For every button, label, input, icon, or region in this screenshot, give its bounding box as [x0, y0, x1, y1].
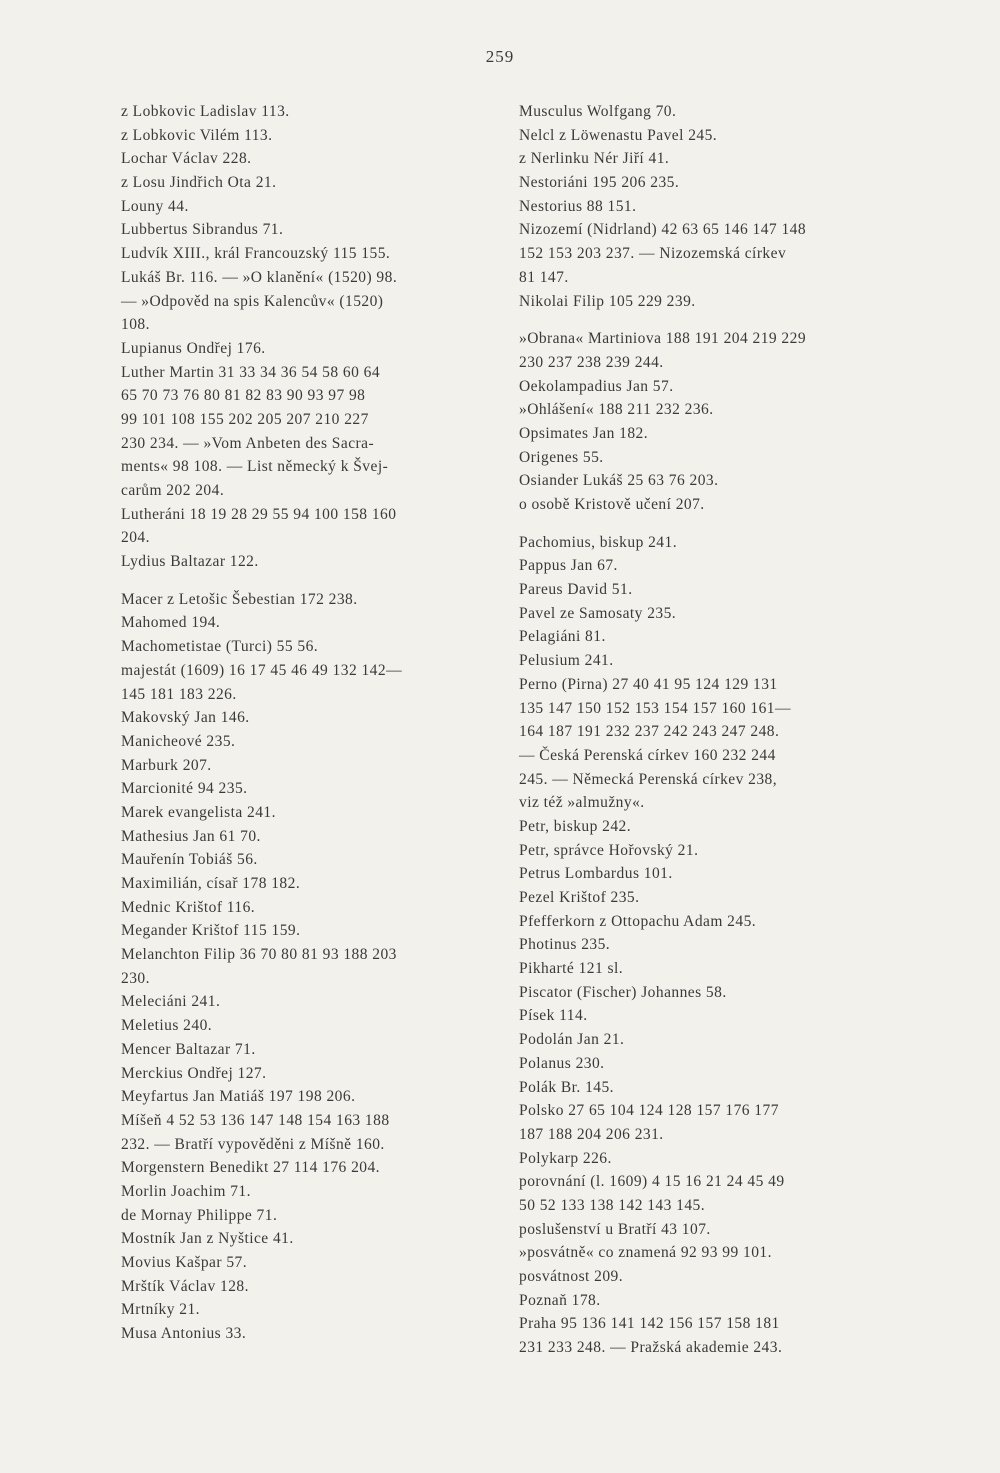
index-entry-line: Makovský Jan 146. — [121, 709, 250, 727]
index-entry-line: Photinus 235. — [519, 936, 611, 954]
index-entry-line: Petr, biskup 242. — [519, 817, 632, 835]
index-entry-line: Morlin Joachim 71. — [121, 1182, 251, 1200]
index-entry-line: ments« 98 108. — List německý k Švej- — [121, 458, 389, 476]
index-entry-line: Meleciáni 241. — [121, 993, 221, 1011]
index-entry-line: Pareus David 51. — [519, 581, 633, 599]
index-entry-line: Písek 114. — [519, 1007, 588, 1025]
index-entry-line: Macer z Letošic Šebestian 172 238. — [121, 590, 358, 608]
index-entry-line: Morgenstern Benedikt 27 114 176 204. — [121, 1159, 381, 1177]
index-entry-line: 65 70 73 76 80 81 82 83 90 93 97 98 — [121, 387, 366, 405]
index-entry-line: Perno (Pirna) 27 40 41 95 124 129 131 — [519, 675, 778, 693]
index-entry-line: Poznaň 178. — [519, 1291, 601, 1309]
page-number: 259 — [485, 47, 515, 66]
index-entry-line: Pappus Jan 67. — [519, 557, 618, 575]
index-entry-line: carům 202 204. — [121, 482, 225, 499]
index-entry-line: — »Odpověd na spis Kalencův« (1520) — [121, 292, 384, 310]
index-entry-line: Míšeň 4 52 53 136 147 148 154 163 188 — [121, 1111, 390, 1129]
index-entry-line: Nestorius 88 151. — [519, 197, 637, 215]
index-column-right — [519, 100, 894, 1360]
index-entry-line: Maximilián, císař 178 182. — [121, 875, 301, 892]
index-entry-line: o osobě Kristově učení 207. — [519, 496, 705, 513]
index-entry-line: »Ohlášení« 188 211 232 236. — [519, 401, 714, 419]
index-entry-line: poslušenství u Bratří 43 107. — [519, 1220, 711, 1238]
section-gap — [519, 313, 894, 327]
index-entry-line: Lutheráni 18 19 28 29 55 94 100 158 160 — [121, 505, 397, 523]
index-entry-line: 99 101 108 155 202 205 207 210 227 — [121, 410, 369, 428]
index-entry-line: Praha 95 136 141 142 156 157 158 181 — [519, 1315, 780, 1333]
index-entry-line: Movius Kašpar 57. — [121, 1254, 248, 1271]
index-entry-line: Marcionité 94 235. — [121, 780, 248, 798]
index-entry-line: Ludvík XIII., král Francouzský 115 155. — [121, 245, 391, 263]
index-entry-line: Louny 44. — [121, 197, 189, 215]
index-entry-line: 152 153 203 237. — Nizozemská církev — [519, 245, 787, 263]
index-entry-line: Musculus Wolfgang 70. — [519, 103, 677, 120]
index-entry-line: z Lobkovic Vilém 113. — [121, 126, 273, 144]
index-entry-line: Origenes 55. — [519, 448, 604, 466]
index-entry-line: majestát (1609) 16 17 45 46 49 132 142— — [121, 661, 403, 679]
index-entry-line: Petr, správce Hořovský 21. — [519, 841, 699, 859]
index-entry-line: Megander Krištof 115 159. — [121, 922, 301, 940]
index-entry-line: Mrtníky 21. — [121, 1301, 201, 1319]
index-entry-line: Pachomius, biskup 241. — [519, 533, 678, 551]
index-entry-line: »posvátně« co znamená 92 93 99 101. — [519, 1244, 772, 1262]
index-entry-line: Merckius Ondřej 127. — [121, 1064, 267, 1082]
index-entry-line: porovnání (l. 1609) 4 15 16 21 24 45 49 — [519, 1173, 785, 1191]
index-entry-line: — Česká Perenská církev 160 232 244 — [519, 746, 776, 764]
index-entry-line: z Lobkovic Ladislav 113. — [121, 103, 290, 120]
index-column-left — [121, 100, 496, 1346]
index-entry-line: 230 237 238 239 244. — [519, 353, 664, 371]
index-entry-line: Pikharté 121 sl. — [519, 960, 624, 978]
index-entry-line: Marburk 207. — [121, 756, 212, 774]
index-entry-line: Opsimates Jan 182. — [519, 424, 649, 442]
index-entry-line: Lochar Václav 228. — [121, 150, 252, 168]
index-entry-line: Machometistae (Turci) 55 56. — [121, 638, 319, 656]
index-entry-line: 204. — [121, 529, 150, 547]
index-entry-line: Lukáš Br. 116. — »O klanění« (1520) 98. — [121, 268, 398, 286]
index-entry-line: Oekolampadius Jan 57. — [519, 377, 674, 395]
index-entry-line: Pavel ze Samosaty 235. — [519, 604, 677, 622]
index-entry-line: 50 52 133 138 142 143 145. — [519, 1196, 706, 1214]
index-entry-line: 187 188 204 206 231. — [519, 1125, 664, 1143]
section-gap — [121, 574, 496, 588]
index-entry-line: Podolán Jan 21. — [519, 1031, 625, 1049]
index-entry-line: Polanus 230. — [519, 1054, 605, 1072]
index-entry-line: Melanchton Filip 36 70 80 81 93 188 203 — [121, 946, 397, 964]
index-entry-line: Nizozemí (Nidrland) 42 63 65 146 147 148 — [519, 221, 807, 239]
index-entry-line: 135 147 150 152 153 154 157 160 161— — [519, 699, 791, 717]
index-entry-line: Meletius 240. — [121, 1017, 213, 1035]
index-entry-line: Osiander Lukáš 25 63 76 203. — [519, 472, 719, 490]
index-entry-line: 145 181 183 226. — [121, 685, 237, 703]
index-entry-line: Mauřenín Tobiáš 56. — [121, 851, 258, 869]
index-entry-line: Petrus Lombardus 101. — [519, 865, 673, 883]
index-entry-line: Marek evangelista 241. — [121, 803, 276, 821]
index-entry-line: 81 147. — [519, 268, 569, 286]
index-entry-line: 164 187 191 232 237 242 243 247 248. — [519, 723, 780, 741]
index-entry-line: Lupianus Ondřej 176. — [121, 339, 266, 357]
index-entry-line: Musa Antonius 33. — [121, 1325, 247, 1343]
index-entry-line: Mencer Baltazar 71. — [121, 1040, 256, 1058]
index-entry-line: 230 234. — »Vom Anbeten des Sacra- — [121, 434, 375, 452]
index-entry-line: 108. — [121, 316, 150, 334]
index-entry-line: Polykarp 226. — [519, 1149, 612, 1167]
index-entry-line: Piscator (Fischer) Johannes 58. — [519, 983, 727, 1001]
index-entry-line: Pelagiáni 81. — [519, 628, 606, 646]
index-entry-line: Meyfartus Jan Matiáš 197 198 206. — [121, 1088, 356, 1106]
index-entry-line: Pelusium 241. — [519, 652, 614, 670]
index-entry-line: Mrštík Václav 128. — [121, 1277, 249, 1295]
index-entry-line: z Nerlinku Nér Jiří 41. — [519, 150, 670, 168]
index-entry-line: »Obrana« Martiniova 188 191 204 219 229 — [519, 330, 807, 348]
index-entry-line: Polák Br. 145. — [519, 1078, 615, 1096]
index-entry-line: Polsko 27 65 104 124 128 157 176 177 — [519, 1102, 779, 1120]
index-entry-line: viz též »almužny«. — [519, 794, 645, 812]
index-entry-line: Mathesius Jan 61 70. — [121, 827, 261, 845]
index-entry-line: Nelcl z Löwenastu Pavel 245. — [519, 126, 718, 144]
index-entry-line: Pezel Krištof 235. — [519, 889, 640, 906]
index-entry-line: 231 233 248. — Pražská akademie 243. — [519, 1339, 783, 1357]
index-entry-line: posvátnost 209. — [519, 1268, 624, 1285]
index-entry-line: de Mornay Philippe 71. — [121, 1206, 278, 1224]
index-entry-line: 232. — Bratří vypověděni z Míšně 160. — [121, 1135, 385, 1153]
index-entry-line: Mahomed 194. — [121, 614, 221, 632]
index-entry-line: Nikolai Filip 105 229 239. — [519, 292, 696, 310]
index-entry-line: Pfefferkorn z Ottopachu Adam 245. — [519, 912, 757, 930]
index-entry-line: Manicheové 235. — [121, 732, 236, 750]
index-entry-line: Luther Martin 31 33 34 36 54 58 60 64 — [121, 363, 381, 381]
index-entry-line: 230. — [121, 969, 150, 987]
index-entry-line: Mostník Jan z Nyštice 41. — [121, 1230, 294, 1248]
index-entry-line: Lubbertus Sibrandus 71. — [121, 221, 284, 239]
index-entry-line: Lydius Baltazar 122. — [121, 553, 259, 571]
index-entry-line: z Losu Jindřich Ota 21. — [121, 174, 277, 192]
index-entry-line: Mednic Krištof 116. — [121, 898, 256, 916]
section-gap — [519, 517, 894, 531]
index-entry-line: Nestoriáni 195 206 235. — [519, 174, 680, 192]
index-entry-line: 245. — Německá Perenská církev 238, — [519, 770, 778, 788]
